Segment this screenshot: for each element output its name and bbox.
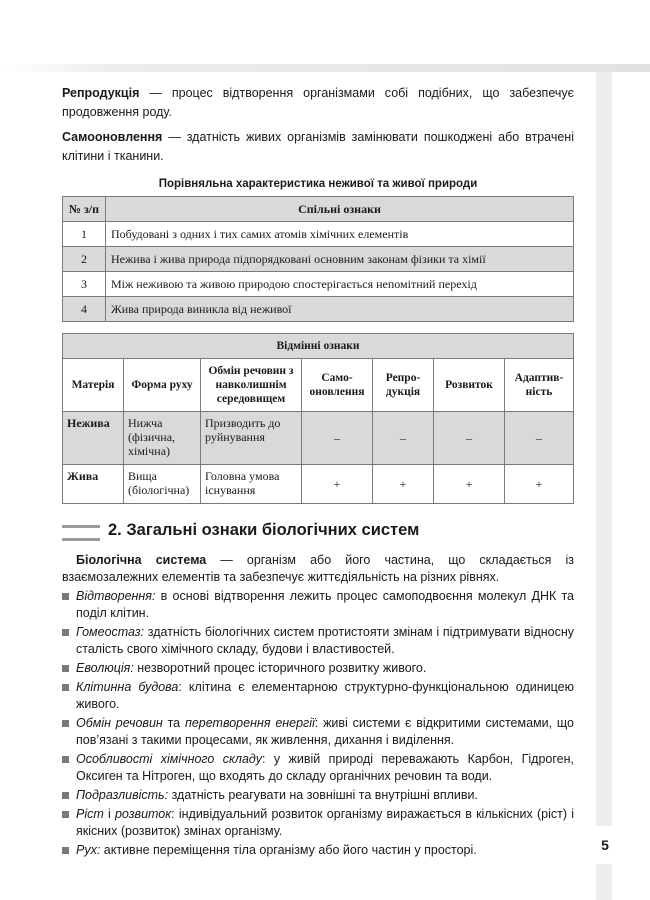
item-term: Гомеостаз:	[76, 625, 145, 639]
row-number: 4	[63, 297, 106, 322]
bullet-square-icon	[62, 665, 69, 672]
cell-renewal: +	[302, 465, 373, 504]
item-term: Ріст	[76, 807, 104, 821]
row-number: 3	[63, 272, 106, 297]
bullet-square-icon	[62, 593, 69, 600]
table-title: Порівняльна характеристика неживої та живої природи	[158, 178, 478, 190]
table-row	[63, 247, 574, 272]
header-adaptivity: Адаптивність	[505, 359, 574, 412]
heading-decoration	[62, 525, 100, 541]
table-row	[63, 222, 574, 247]
differences-table	[62, 333, 574, 504]
row-text: Жива природа виникла від неживої	[106, 297, 574, 322]
item-text: незворотний процес історичного розвитку живого.	[133, 661, 427, 675]
top-decorative-band	[0, 64, 650, 72]
definition-text: — організм або його частина, що складається із взаємозалежних елементів та забезпечує життєдіяльність на різних рівнях.	[62, 553, 574, 584]
row-number: 1	[63, 222, 106, 247]
list-item	[62, 588, 574, 622]
cell-reproduction: –	[373, 412, 434, 465]
cell-exchange: Головна умова існування	[201, 465, 302, 504]
item-term: Обмін речовин	[76, 716, 163, 730]
list-item	[62, 842, 574, 859]
cell-adaptivity: +	[505, 465, 574, 504]
row-text: Побудовані з одних і тих самих атомів хімічних елементів	[106, 222, 574, 247]
table-row	[63, 297, 574, 322]
list-item	[62, 751, 574, 785]
item-text: : індивідуальний розвиток організму виражається в кількісних (ріст) і якісних (розвиток) змінах організму.	[76, 807, 574, 838]
header-motion-form: Форма руху	[124, 359, 201, 412]
list-item	[62, 624, 574, 658]
item-term: Відтворення:	[76, 589, 156, 603]
definition-self-renewal	[62, 128, 574, 166]
cell-development: +	[434, 465, 505, 504]
item-term: Особливості хімічного складу	[76, 752, 262, 766]
definition-term: Репродукція	[62, 86, 140, 100]
list-item	[62, 787, 574, 804]
definition-term: Самооновлення	[62, 130, 163, 144]
cell-matter: Жива	[63, 465, 124, 504]
item-term: Подразливість:	[76, 788, 169, 802]
header-number: № з/п	[63, 197, 106, 222]
item-term: Еволюція:	[76, 661, 134, 675]
cell-exchange: Призводить до руйнування	[201, 412, 302, 465]
list-item	[62, 660, 574, 677]
cell-motion: Нижча (фізична, хімічна)	[124, 412, 201, 465]
bullet-square-icon	[62, 720, 69, 727]
row-text: Між неживою та живою природою спостерігається непомітний перехід	[106, 272, 574, 297]
header-matter: Матерія	[63, 359, 124, 412]
definition-reproduction	[62, 84, 574, 122]
item-text: здатність реагувати на зовнішні та внутрішні впливи.	[168, 788, 478, 802]
item-text: активне переміщення тіла організму або його частин у просторі.	[100, 843, 477, 857]
differences-title: Відмінні ознаки	[63, 334, 574, 359]
cell-adaptivity: –	[505, 412, 574, 465]
table-header-row	[63, 197, 574, 222]
table-row	[63, 272, 574, 297]
common-features-table	[62, 196, 574, 322]
table-header-row	[63, 359, 574, 412]
cell-motion: Вища (біологічна)	[124, 465, 201, 504]
item-text: в основі відтворення лежить процес самоподвоєння молекул ДНК та поділ клітин.	[76, 589, 574, 620]
definition-text: — здатність живих організмів замінювати пошкоджені або втрачені клітини і тканини.	[62, 130, 574, 163]
list-item	[62, 715, 574, 749]
row-number: 2	[63, 247, 106, 272]
item-text: : клітина є елементарною структурно-функціональною одиницею живого.	[76, 680, 574, 711]
row-text: Нежива і жива природа підпорядковані основним законам фізики та хімії	[106, 247, 574, 272]
bullet-square-icon	[62, 792, 69, 799]
list-item	[62, 806, 574, 840]
item-term-2: перетворення енергії	[184, 716, 315, 730]
table-row	[63, 412, 574, 465]
differences-title-row	[63, 334, 574, 359]
bullet-square-icon	[62, 811, 69, 818]
item-connector: і	[103, 807, 115, 821]
header-common-features: Спільні ознаки	[106, 197, 574, 222]
cell-matter: Нежива	[63, 412, 124, 465]
header-self-renewal: Самооновлення	[302, 359, 373, 412]
bullet-square-icon	[62, 847, 69, 854]
item-text: : у живій природі переважають Карбон, Гідроген, Оксиген та Нітроген, що входять до складу органічних речовин та води.	[76, 752, 574, 783]
definition-term: Біологічна система	[76, 553, 207, 567]
item-text: : живі системи є відкритими системами, що пов’язані з такими процесами, як живлення, дихання і виділення.	[76, 716, 574, 747]
bullet-square-icon	[62, 756, 69, 763]
page-content	[62, 84, 574, 861]
section-heading	[62, 518, 574, 542]
item-term: Клітинна будова	[76, 680, 179, 694]
right-margin-strip	[596, 72, 612, 900]
item-term: Рух:	[76, 843, 101, 857]
item-connector: та	[162, 716, 185, 730]
section-title: 2. Загальні ознаки біологічних систем	[108, 521, 420, 539]
header-metabolism: Обмін речовин з навколишнім середовищем	[201, 359, 302, 412]
definition-text: — процес відтворення організмами собі подібних, що забезпечує продовження роду.	[62, 86, 574, 119]
bullet-square-icon	[62, 629, 69, 636]
cell-renewal: –	[302, 412, 373, 465]
header-development: Розвиток	[434, 359, 505, 412]
cell-reproduction: +	[373, 465, 434, 504]
bullet-square-icon	[62, 684, 69, 691]
cell-development: –	[434, 412, 505, 465]
item-term-2: розвиток	[114, 807, 172, 821]
features-list	[62, 588, 574, 859]
table-row	[63, 465, 574, 504]
page-number: 5	[592, 826, 618, 864]
list-item	[62, 679, 574, 713]
header-reproduction: Репродукція	[373, 359, 434, 412]
biological-system-definition	[62, 552, 574, 586]
item-text: здатність біологічних систем протистояти змінам і підтримувати відносну сталість свого хімічного складу, будови і властивостей.	[76, 625, 574, 656]
